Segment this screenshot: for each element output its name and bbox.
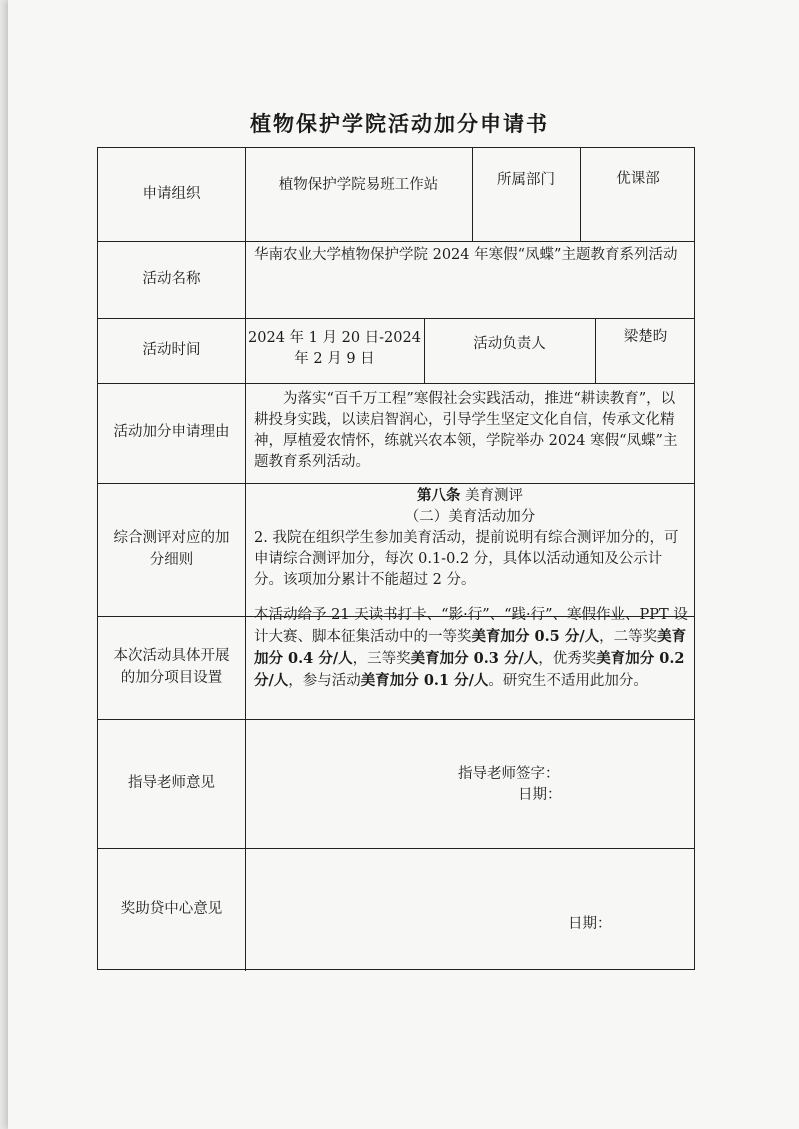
leader-label: 活动负责人: [473, 336, 546, 353]
org-label: 申请组织: [142, 185, 201, 202]
items-text-3: ，三等奖: [352, 651, 411, 668]
rule-article: [254, 485, 686, 507]
items-text-2: ，二等奖: [599, 629, 658, 646]
leader-value: 梁楚昀: [623, 329, 668, 346]
reason-label: 活动加分申请理由: [113, 424, 230, 441]
activity-time-line2: 年 2 月 9 日: [294, 351, 375, 368]
rule-content: [254, 485, 686, 591]
items-bold-2: 美育加分 0.4 分/人: [254, 628, 687, 668]
activity-name-label: 活动名称: [142, 270, 201, 287]
page-title: 植物保护学院活动加分申请书: [250, 111, 549, 136]
dept-label: 所属部门: [497, 172, 555, 189]
items-text-1: 本活动给予 21 天读书打卡、“影·行”、“践·行”、寒假作业、PPT 设计大赛、脚本征集活动中的一等奖: [254, 607, 688, 646]
activity-time-value: [245, 328, 424, 370]
teacher-sign-label: 指导老师签字：: [458, 766, 560, 782]
items-text-4: ，优秀奖: [538, 651, 597, 668]
rule-label: 综合测评对应的加分细则: [113, 530, 230, 568]
items-bold-4: 美育加分 0.2 分/人: [254, 650, 685, 690]
items-text-6: 。研究生不适用此加分。: [488, 673, 648, 690]
dept-value: 优课部: [616, 170, 660, 187]
org-value: 植物保护学院易班工作站: [278, 177, 439, 194]
teacher-date-label: 日期：: [518, 787, 562, 803]
rule-article-number: 第八条: [416, 487, 461, 504]
items-bold-3: 美育加分 0.3 分/人: [410, 650, 539, 668]
items-text-5: ，参与活动: [288, 673, 361, 690]
application-form-table: [97, 147, 695, 970]
center-opinion-label: 奖助贷中心意见: [120, 900, 223, 917]
center-date-label: 日期：: [568, 916, 612, 932]
rule-section: （二）美育活动加分: [404, 509, 536, 526]
items-content: [254, 605, 688, 692]
items-label: 本次活动具体开展的加分项目设置: [113, 648, 230, 686]
teacher-opinion-label: 指导老师意见: [128, 774, 215, 791]
rule-article-title: 美育测评: [465, 488, 524, 504]
reason-value: 为落实“百千万工程”寒假社会实践活动，推进“耕读教育”，以耕投身实践，以读启智润心，引导学生坚定文化自信，传承文化精神，厚植爱农情怀，练就兴农本领，学院举办 2024 寒假“凤蝶”主题教育系列活动。: [254, 391, 678, 471]
activity-time-line1: 2024 年 1 月 20 日-2024: [248, 330, 421, 346]
items-bold-5: 美育加分 0.1 分/人: [360, 672, 489, 690]
rule-body: 2. 我院在组织学生参加美育活动，提前说明有综合测评加分的，可申请综合测评加分，每次 0.1-0.2 分，具体以活动通知及公示计分。该项加分累计不能超过 2 分。: [254, 530, 679, 589]
column-divider: [245, 148, 246, 971]
items-bold-1: 美育加分 0.5 分/人: [471, 628, 600, 646]
activity-name-value: 华南农业大学植物保护学院 2024 年寒假“凤蝶”主题教育系列活动: [254, 247, 678, 263]
activity-time-label: 活动时间: [142, 341, 201, 358]
